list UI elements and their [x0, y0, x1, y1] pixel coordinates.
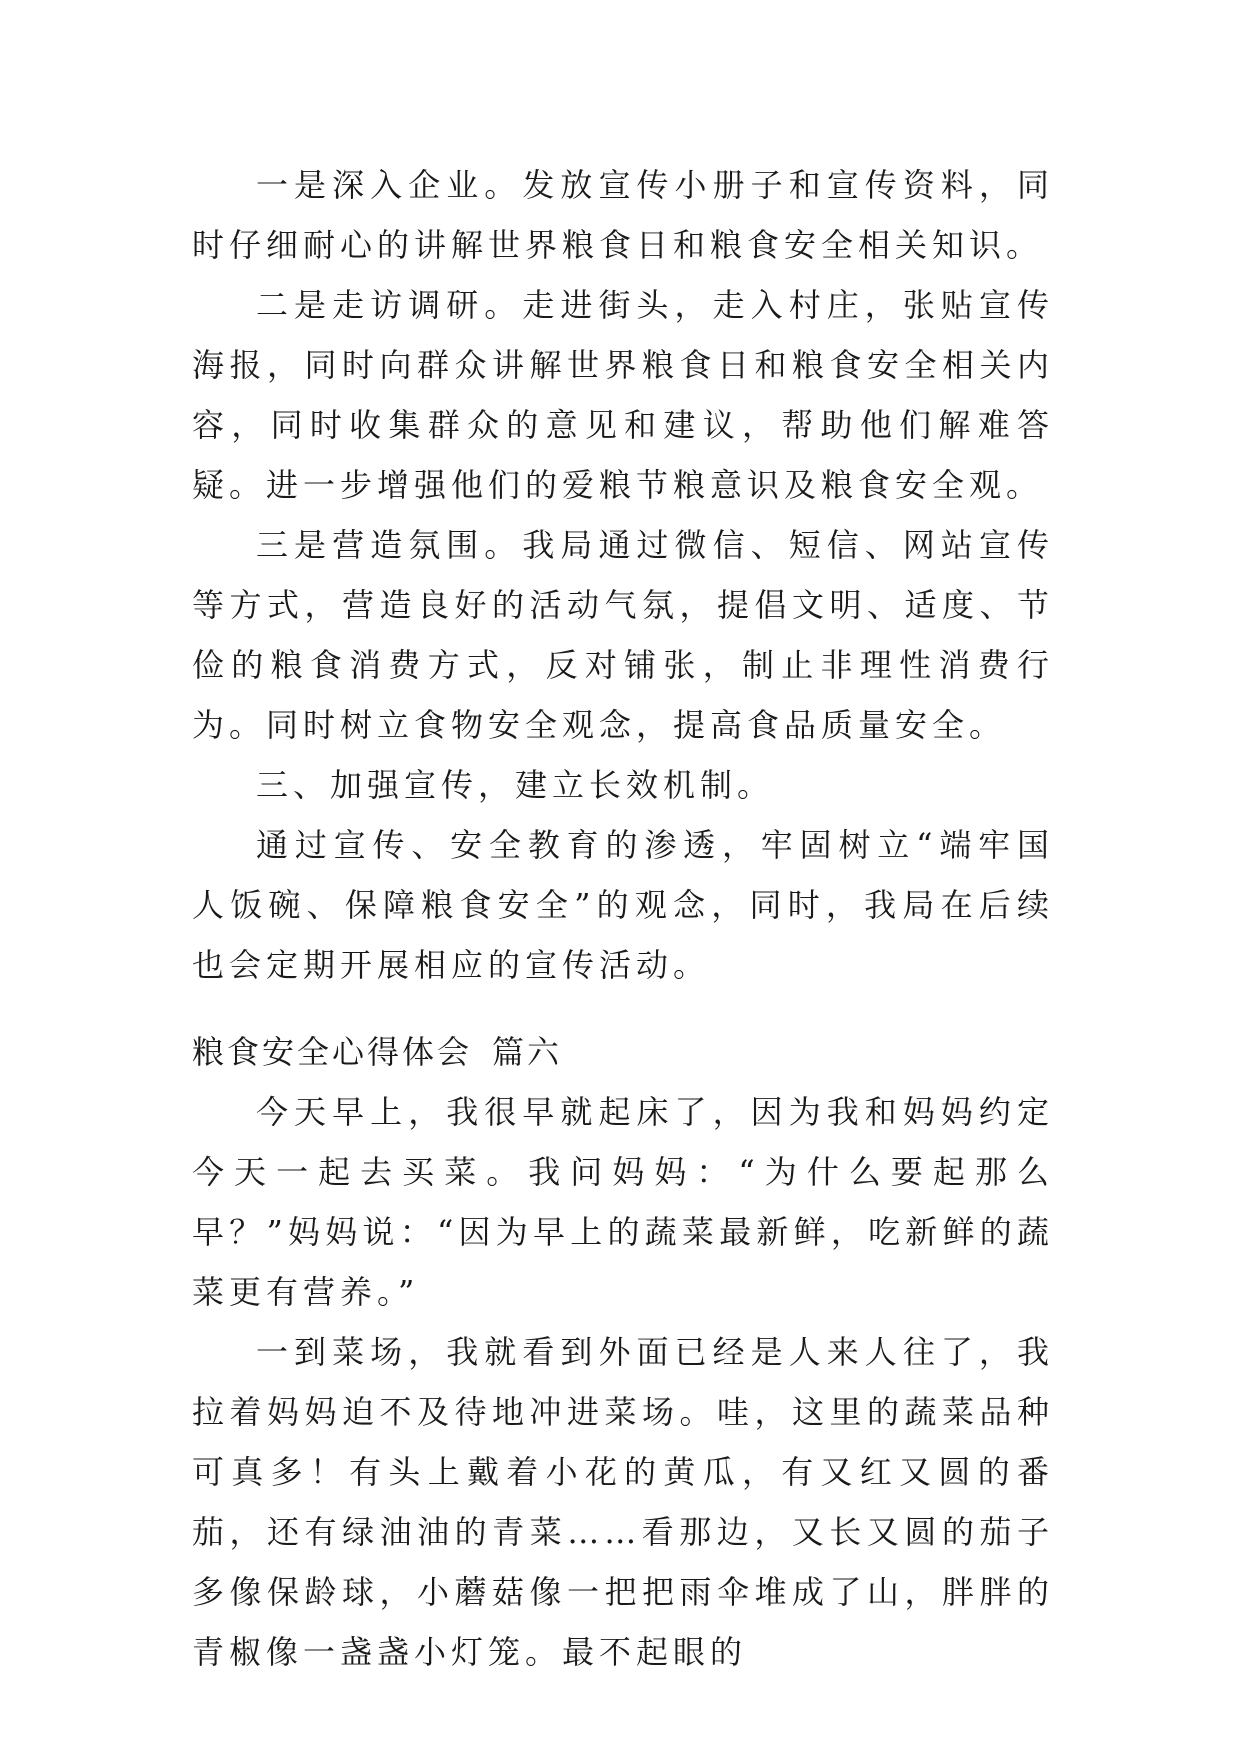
paragraph: 一到菜场，我就看到外面已经是人来人往了，我拉着妈妈迫不及待地冲进菜场。哇，这里的蔬菜品种可真多！有头上戴着小花的黄瓜，有又红又圆的番茄，还有绿油油的青菜……看那边，又长又圆的茄子多像保龄球，小蘑菇像一把把雨伞堆成了山，胖胖的青椒像一盏盏小灯笼。最不起眼的: [192, 1333, 1054, 1671]
paragraph: 今天早上，我很早就起床了，因为我和妈妈约定今天一起去买菜。我问妈妈：“为什么要起那么早？”妈妈说：“因为早上的蔬菜最新鲜，吃新鲜的蔬菜更有营养。”: [192, 1093, 1054, 1311]
section-two-body: [192, 1082, 1054, 1682]
section-heading: [192, 1022, 1054, 1082]
paragraph: 一是深入企业。发放宣传小册子和宣传资料，同时仔细耐心的讲解世界粮食日和粮食安全相关知识。: [192, 166, 1054, 264]
section-subtitle: 篇六: [492, 1033, 563, 1071]
section-title: 粮食安全心得体会: [192, 1033, 473, 1071]
paragraph: 二是走访调研。走进街头，走入村庄，张贴宣传海报，同时向群众讲解世界粮食日和粮食安全相关内容，同时收集群众的意见和建议，帮助他们解难答疑。进一步增强他们的爱粮节粮意识及粮食安全观。: [192, 286, 1054, 504]
paragraph: 三、加强宣传，建立长效机制。: [256, 766, 775, 804]
paragraph: 通过宣传、安全教育的渗透，牢固树立“端牢国人饭碗、保障粮食安全”的观念，同时，我局在后续也会定期开展相应的宣传活动。: [192, 826, 1054, 984]
paragraph: 三是营造氛围。我局通过微信、短信、网站宣传等方式，营造良好的活动气氛，提倡文明、适度、节俭的粮食消费方式，反对铺张，制止非理性消费行为。同时树立食物安全观念，提高食品质量安全。: [192, 526, 1054, 744]
section-one-body: [192, 155, 1054, 995]
